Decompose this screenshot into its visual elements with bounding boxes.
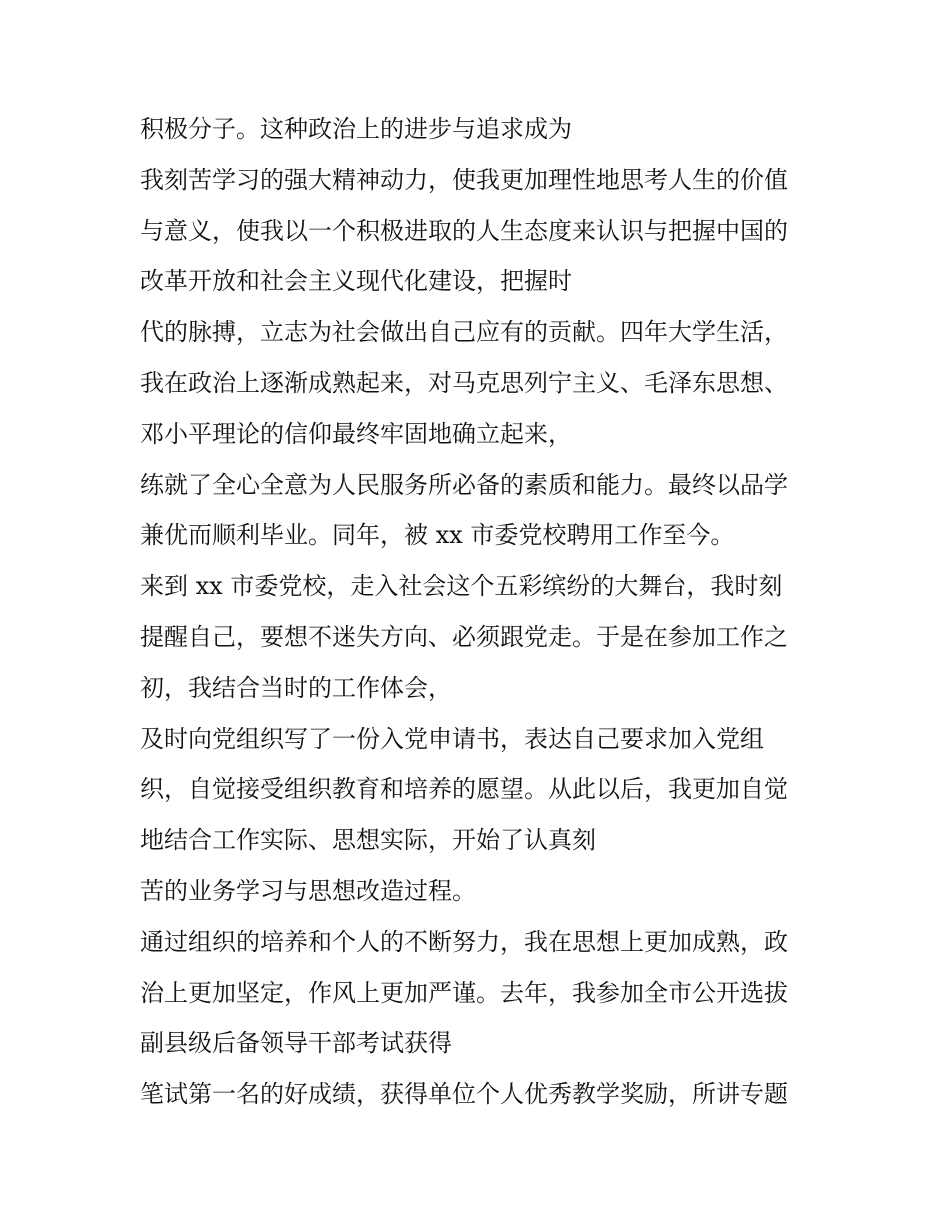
body-text — [140, 104, 840, 1120]
text-line: 与意义，使我以一个积极进取的人生态度来认识与把握中国的 — [140, 216, 788, 245]
text-line: 练就了全心全意为人民服务所必备的素质和能力。最终以品学 — [140, 470, 788, 499]
text-line: 提醒自己，要想不迷失方向、必须跟党走。于是在参加工作之 — [140, 622, 788, 651]
text-line: 织，自觉接受组织教育和培养的愿望。从此以后，我更加自觉 — [140, 775, 788, 804]
text-line: 副县级后备领导干部考试获得 — [140, 1029, 452, 1058]
text-line: 笔试第一名的好成绩，获得单位个人优秀教学奖励，所讲专题 — [140, 1080, 788, 1109]
text-line: 及时向党组织写了一份入党申请书，表达自己要求加入党组 — [140, 724, 764, 753]
text-line: 兼优而顺利毕业。同年，被 xx 市委党校聘用工作至今。 — [140, 521, 735, 550]
text-line: 邓小平理论的信仰最终牢固地确立起来， — [140, 419, 572, 448]
text-line: 苦的业务学习与思想改造过程。 — [140, 876, 476, 905]
text-line: 地结合工作实际、思想实际，开始了认真刻 — [140, 826, 596, 855]
text-line: 初，我结合当时的工作体会， — [140, 673, 452, 702]
text-line: 我在政治上逐渐成熟起来，对马克思列宁主义、毛泽东思想、 — [140, 368, 788, 397]
text-line: 改革开放和社会主义现代化建设，把握时 — [140, 267, 572, 296]
text-line: 代的脉搏，立志为社会做出自己应有的贡献。四年大学生活， — [140, 318, 788, 347]
text-line: 积极分子。这种政治上的进步与追求成为 — [140, 115, 572, 143]
text-line: 来到 xx 市委党校，走入社会这个五彩缤纷的大舞台，我时刻 — [140, 572, 783, 601]
text-line: 治上更加坚定，作风上更加严谨。去年，我参加全市公开选拔 — [140, 978, 788, 1007]
text-line: 通过组织的培养和个人的不断努力，我在思想上更加成熟，政 — [140, 927, 788, 956]
text-line: 我刻苦学习的强大精神动力，使我更加理性地思考人生的价值 — [140, 165, 788, 194]
